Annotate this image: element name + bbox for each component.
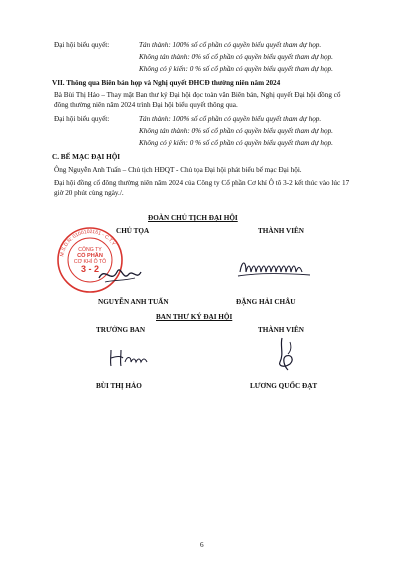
secretariat-member-role: THÀNH VIÊN <box>258 326 304 334</box>
secretariat-member-signature <box>268 336 308 376</box>
vote-approve: Tán thành: 100% số cổ phần có quyền biểu quyết tham dự họp. <box>139 41 322 49</box>
closing-line-2: Đại hội đồng cổ đông thường niên năm 2024 của Công ty Cổ phần Cơ khí Ô tô 3-2 kết thúc vào lúc 17 giờ 20 phút cùng ngày./. <box>54 179 350 197</box>
svg-text:CƠ KHÍ Ô TÔ: CƠ KHÍ Ô TÔ <box>73 259 107 265</box>
section-c-heading: C. BẾ MẠC ĐẠI HỘI <box>52 153 121 161</box>
vote-label: Đại hội biểu quyết: <box>54 41 110 49</box>
section-7-abstain: Không có ý kiến: 0 % số cổ phần có quyền biểu quyết tham dự họp. <box>139 139 333 147</box>
closing-line-1: Ông Nguyễn Anh Tuấn – Chủ tịch HĐQT - Chủ tọa Đại hội phát biểu bế mạc Đại hội. <box>54 166 302 174</box>
secretariat-head-role: TRƯỞNG BAN <box>96 326 146 334</box>
chair-role: CHỦ TỌA <box>116 227 150 235</box>
svg-text:CÔNG TY: CÔNG TY <box>78 247 102 253</box>
member-name: ĐẶNG HẢI CHÂU <box>236 298 296 306</box>
svg-text:M.S.D.N: 0100102161 - C.T.Y: M.S.D.N: 0100102161 - C.T.Y <box>59 228 117 258</box>
svg-text:CỔ PHẦN: CỔ PHẦN <box>77 253 103 259</box>
member-signature <box>236 258 316 282</box>
chair-signature <box>95 262 145 288</box>
member-role: THÀNH VIÊN <box>258 227 304 235</box>
vote-abstain: Không có ý kiến: 0 % số cổ phần có quyền biểu quyết tham dự họp. <box>139 65 333 73</box>
page-number: 6 <box>200 541 204 549</box>
secretariat-member-name: LƯƠNG QUỐC ĐẠT <box>250 382 318 390</box>
secretariat-title: BAN THƯ KÝ ĐẠI HỘI <box>156 313 233 321</box>
presidium-title: ĐOÀN CHỦ TỊCH ĐẠI HỘI <box>148 214 238 222</box>
chair-name: NGUYỄN ANH TUẤN <box>98 298 169 306</box>
svg-text:3 - 2: 3 - 2 <box>80 264 100 274</box>
section-7-approve: Tán thành: 100% số cổ phần có quyền biểu quyết tham dự họp. <box>139 115 322 123</box>
section-7-vote-label: Đại hội biểu quyết: <box>54 115 110 123</box>
section-7-heading: VII. Thông qua Biên bản họp và Nghị quyết ĐHCĐ thường niên năm 2024 <box>52 79 281 87</box>
secretariat-head-signature <box>105 346 153 370</box>
section-7-reject: Không tán thành: 0% số cổ phần có quyền biểu quyết tham dự họp. <box>139 127 333 135</box>
vote-reject: Không tán thành: 0% số cổ phần có quyền biểu quyết tham dự họp. <box>139 53 333 61</box>
secretariat-head-name: BÙI THỊ HẢO <box>96 382 142 390</box>
section-7-paragraph: Bà Bùi Thị Hảo – Thay mặt Ban thư ký Đại hội đọc toàn văn Biên bản, Nghị quyết Đại hội đồng cổ đông thường niên năm 2024 trình Đại hội biểu quyết thông qua. <box>54 91 341 109</box>
